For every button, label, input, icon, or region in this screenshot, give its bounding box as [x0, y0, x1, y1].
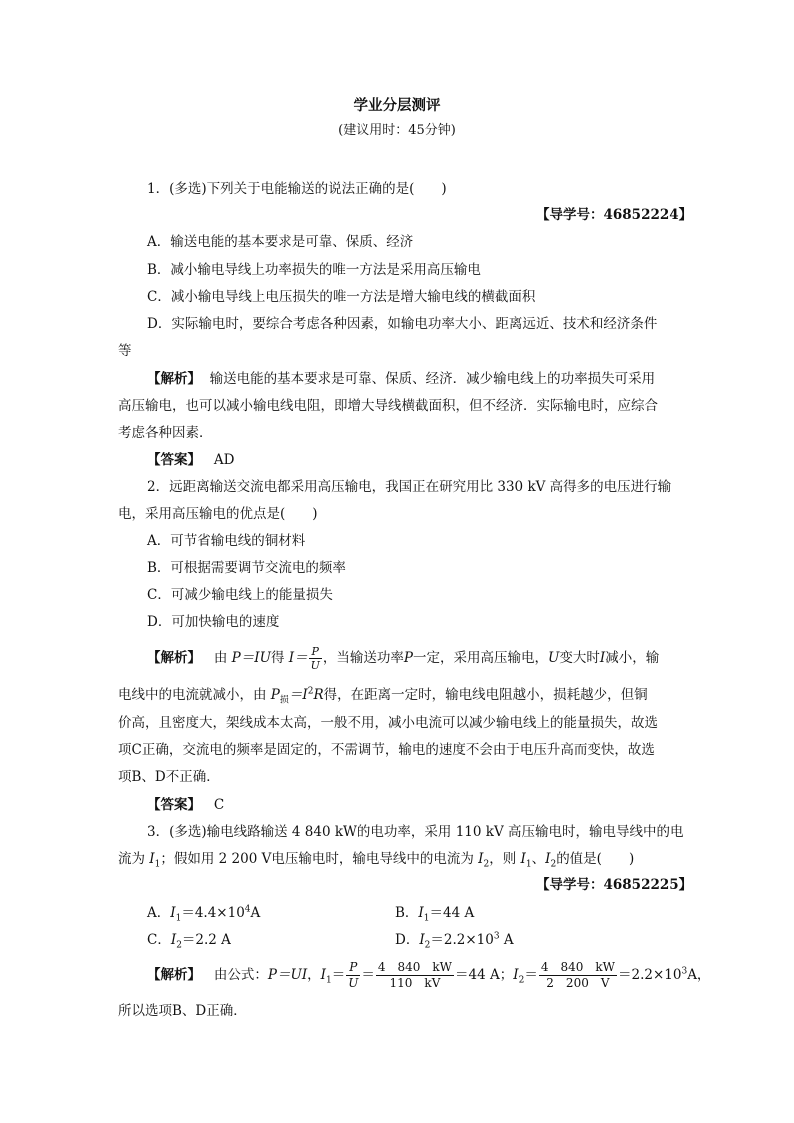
page-subtitle: (建议用时：45分钟): [338, 123, 456, 138]
q2-a2-sup: 2: [307, 686, 314, 697]
q3-optD-i: I: [419, 932, 425, 948]
q2-a1-u: U: [547, 650, 560, 666]
q3-analysis-label: 【解析】: [147, 967, 201, 983]
q2-fraction-p-over-u: [309, 645, 322, 672]
q3-s2-sep: 、: [531, 851, 546, 867]
q3-analysis-line-2: 所以选项B、D正确．: [118, 1003, 247, 1019]
q2-answer-label: 【答案】: [147, 797, 201, 813]
q3-option-a: [147, 904, 260, 922]
q2-a1-eq: P＝IU: [231, 650, 271, 666]
q3-optC-i: I: [170, 932, 177, 948]
q3-optA-pre: A．: [147, 905, 171, 921]
q2-a2-p: P: [270, 687, 280, 703]
q2-a2-sub: 损: [279, 695, 289, 706]
q3-optC-pre: C．: [147, 932, 171, 948]
q3-a-res2-sup: 3: [681, 966, 688, 977]
q1-option-a: A．输送电能的基本要求是可靠、保质、经济: [147, 234, 414, 250]
q2-analysis-label: 【解析】: [147, 650, 201, 666]
q2-option-d: D．可加快输电的速度: [147, 614, 280, 630]
q2-a1-post2: 一定，采用高压输电，: [412, 650, 548, 666]
q3-optB-val: ＝44 A: [429, 905, 475, 921]
q1-option-c: C．减小输电导线上电压损失的唯一方法是增大输电线的横截面积: [147, 289, 536, 305]
q1-analysis-text-1: 输送电能的基本要求是可靠、保质、经济．减少输电线上的功率损失可采用: [209, 371, 656, 387]
q3-fraction-power-over-voltage-2: [539, 960, 617, 991]
q2-a1-post3: 变大时: [559, 650, 600, 666]
q2-answer: C: [213, 797, 225, 813]
q3-a-res1: ＝44 A；: [455, 967, 514, 983]
q1-answer-line: [147, 451, 234, 469]
q2-analysis-line-5: 项B、D不正确．: [118, 769, 220, 785]
q3-s2-i2: I: [478, 851, 484, 867]
q3-optC-val: ＝2.2 A: [181, 932, 231, 948]
q3-optB-i: I: [418, 905, 424, 921]
q2-a1-de: 得: [270, 650, 285, 666]
q3-optD-val: ＝2.2×10: [430, 932, 494, 948]
q1-analysis-line-1: [147, 370, 655, 388]
q3-a-i1-sub: 1: [326, 975, 332, 986]
q3-option-d: [395, 931, 514, 949]
q3-a-eq4: ＝: [524, 967, 538, 983]
q3-f1-den: U: [348, 976, 359, 990]
q3-a-i2-sub: 2: [518, 975, 525, 986]
q3-analysis-line-1: [147, 958, 710, 992]
q3-f3-num: 4 840 kW: [540, 960, 615, 974]
q3-a-i1: I: [320, 967, 327, 983]
q3-optD-pre: D．: [395, 932, 420, 948]
q2-a2-r: R: [313, 687, 324, 703]
q2-option-a: A．可节省输电线的铜材料: [147, 533, 306, 549]
q3-f1-num: P: [346, 960, 360, 976]
page-title: 学业分层测评: [353, 97, 441, 114]
q3-s2-pre: 流为: [118, 851, 145, 867]
q3-a-res2: ＝2.2×10: [617, 967, 682, 983]
q3-s2-i2-sub: 2: [483, 859, 490, 870]
q3-option-c: [147, 931, 231, 949]
q3-a-pre: 由公式：: [213, 967, 268, 983]
q1-answer: AD: [213, 452, 235, 468]
q3-option-b: [395, 904, 474, 922]
q2-frac-num: P: [309, 645, 322, 659]
q3-optA-i: I: [170, 905, 176, 921]
q1-answer-label: 【答案】: [147, 452, 201, 468]
q2-a1-p: P: [403, 650, 413, 666]
q2-analysis-line-4: 项C正确，交流电的频率是固定的，不需调节，输电的速度不会由于电压升高而变快，故选: [118, 742, 655, 758]
q3-s2-i3-sub: 1: [525, 859, 532, 870]
q3-optD-sub: 2: [424, 940, 431, 951]
q3-optA-sup: 4: [244, 904, 251, 915]
q2-stem-line-2: 电，采用高压输电的优点是( ): [118, 506, 318, 522]
q3-optC-sub: 2: [176, 940, 182, 951]
q3-a-eq2: ＝: [331, 967, 346, 983]
q3-f2-den: 110 kV: [389, 976, 441, 990]
q3-s2-i4: I: [545, 851, 551, 867]
q2-a2-eq: ＝I: [288, 687, 308, 703]
q2-answer-line: [147, 796, 224, 814]
q3-f3-den: 2 200 V: [546, 976, 610, 990]
q3-fraction-power-over-voltage-1: [376, 960, 454, 991]
q2-a1-i2: I: [599, 650, 606, 666]
q2-analysis-line-1: [147, 643, 659, 673]
q3-optB-pre: B．: [395, 905, 419, 921]
q1-analysis-line-3: 考虑各种因素．: [118, 425, 213, 441]
q3-a-res2-unit: A，: [687, 967, 711, 983]
q2-a1-i: I＝: [288, 650, 308, 666]
q2-a2-post: 得，在距离一定时，输电线电阻越小，损耗越少，但铜: [323, 687, 648, 703]
q2-a1-post: ，当输送功率: [322, 650, 404, 666]
q2-a1-post4: 减小，输: [605, 650, 660, 666]
q3-s2-i1: I: [149, 851, 155, 867]
q3-f2-num: 4 840 kW: [377, 960, 453, 974]
q3-optA-val: ＝4.4×10: [181, 905, 245, 921]
q2-stem-line-1: 2．远距离输送交流电都采用高压输电，我国正在研究用比 330 kV 高得多的电压进行输: [147, 479, 672, 495]
q2-a1-pre: 由: [213, 650, 228, 666]
q3-s2-mid: ；假如用 2 200 V电压输电时，输电导线中的电流为: [160, 851, 474, 867]
q1-analysis-label: 【解析】: [147, 371, 201, 387]
q3-s2-i4-sub: 2: [550, 859, 557, 870]
q3-optD-unit: A: [499, 932, 514, 948]
q2-analysis-line-2: [118, 686, 648, 704]
q2-frac-den: U: [310, 659, 320, 672]
q3-stem-line-1: 3．(多选)输电线路输送 4 840 kW的电功率，采用 110 kV 高压输电时，输电导线中的电: [147, 824, 684, 840]
q2-option-c: C．可减少输电线上的能量损失: [147, 587, 333, 603]
q3-s2-i1-sub: 1: [154, 859, 161, 870]
q3-optB-sub: 1: [423, 913, 430, 924]
q3-guide-id: 【导学号：46852225】: [536, 877, 693, 893]
q3-a-eq: P＝UI: [267, 967, 308, 983]
q3-s2-i3: I: [520, 851, 526, 867]
q2-analysis-line-3: 价高，且密度大，架线成本太高，一般不用，减小电流可以减少输电线上的能量损失，故选: [118, 715, 658, 731]
q1-guide-id: 【导学号：46852224】: [536, 207, 693, 223]
q3-fraction-p-over-u: [346, 960, 360, 991]
q3-optD-sup: 3: [493, 931, 500, 942]
q1-analysis-line-2: 高压输电，也可以减小输电线电阻，即增大导线横截面积，但不经济．实际输电时，应综合: [118, 398, 658, 414]
q3-s2-mid2: ，则: [489, 851, 517, 867]
q1-stem: 1．(多选)下列关于电能输送的说法正确的是( ): [147, 181, 447, 197]
q3-a-i2: I: [513, 967, 519, 983]
q2-a2-pre: 电线中的电流就减小，由: [118, 687, 267, 703]
q1-option-d-cont: 等: [118, 343, 132, 359]
q3-a-eq3: ＝: [361, 967, 375, 983]
q1-option-d: D．实际输电时，要综合考虑各种因素，如输电功率大小、距离远近、技术和经济条件: [147, 316, 658, 332]
q3-a-comma: ，: [307, 967, 321, 983]
q3-stem-line-2: [118, 850, 634, 868]
q3-optA-sub: 1: [175, 913, 182, 924]
q3-optA-unit: A: [250, 905, 261, 921]
q2-option-b: B．可根据需要调节交流电的频率: [147, 560, 346, 576]
q3-s2-post: 的值是( ): [556, 851, 635, 867]
q1-option-b: B．减小输电导线上功率损失的唯一方法是采用高压输电: [147, 262, 481, 278]
